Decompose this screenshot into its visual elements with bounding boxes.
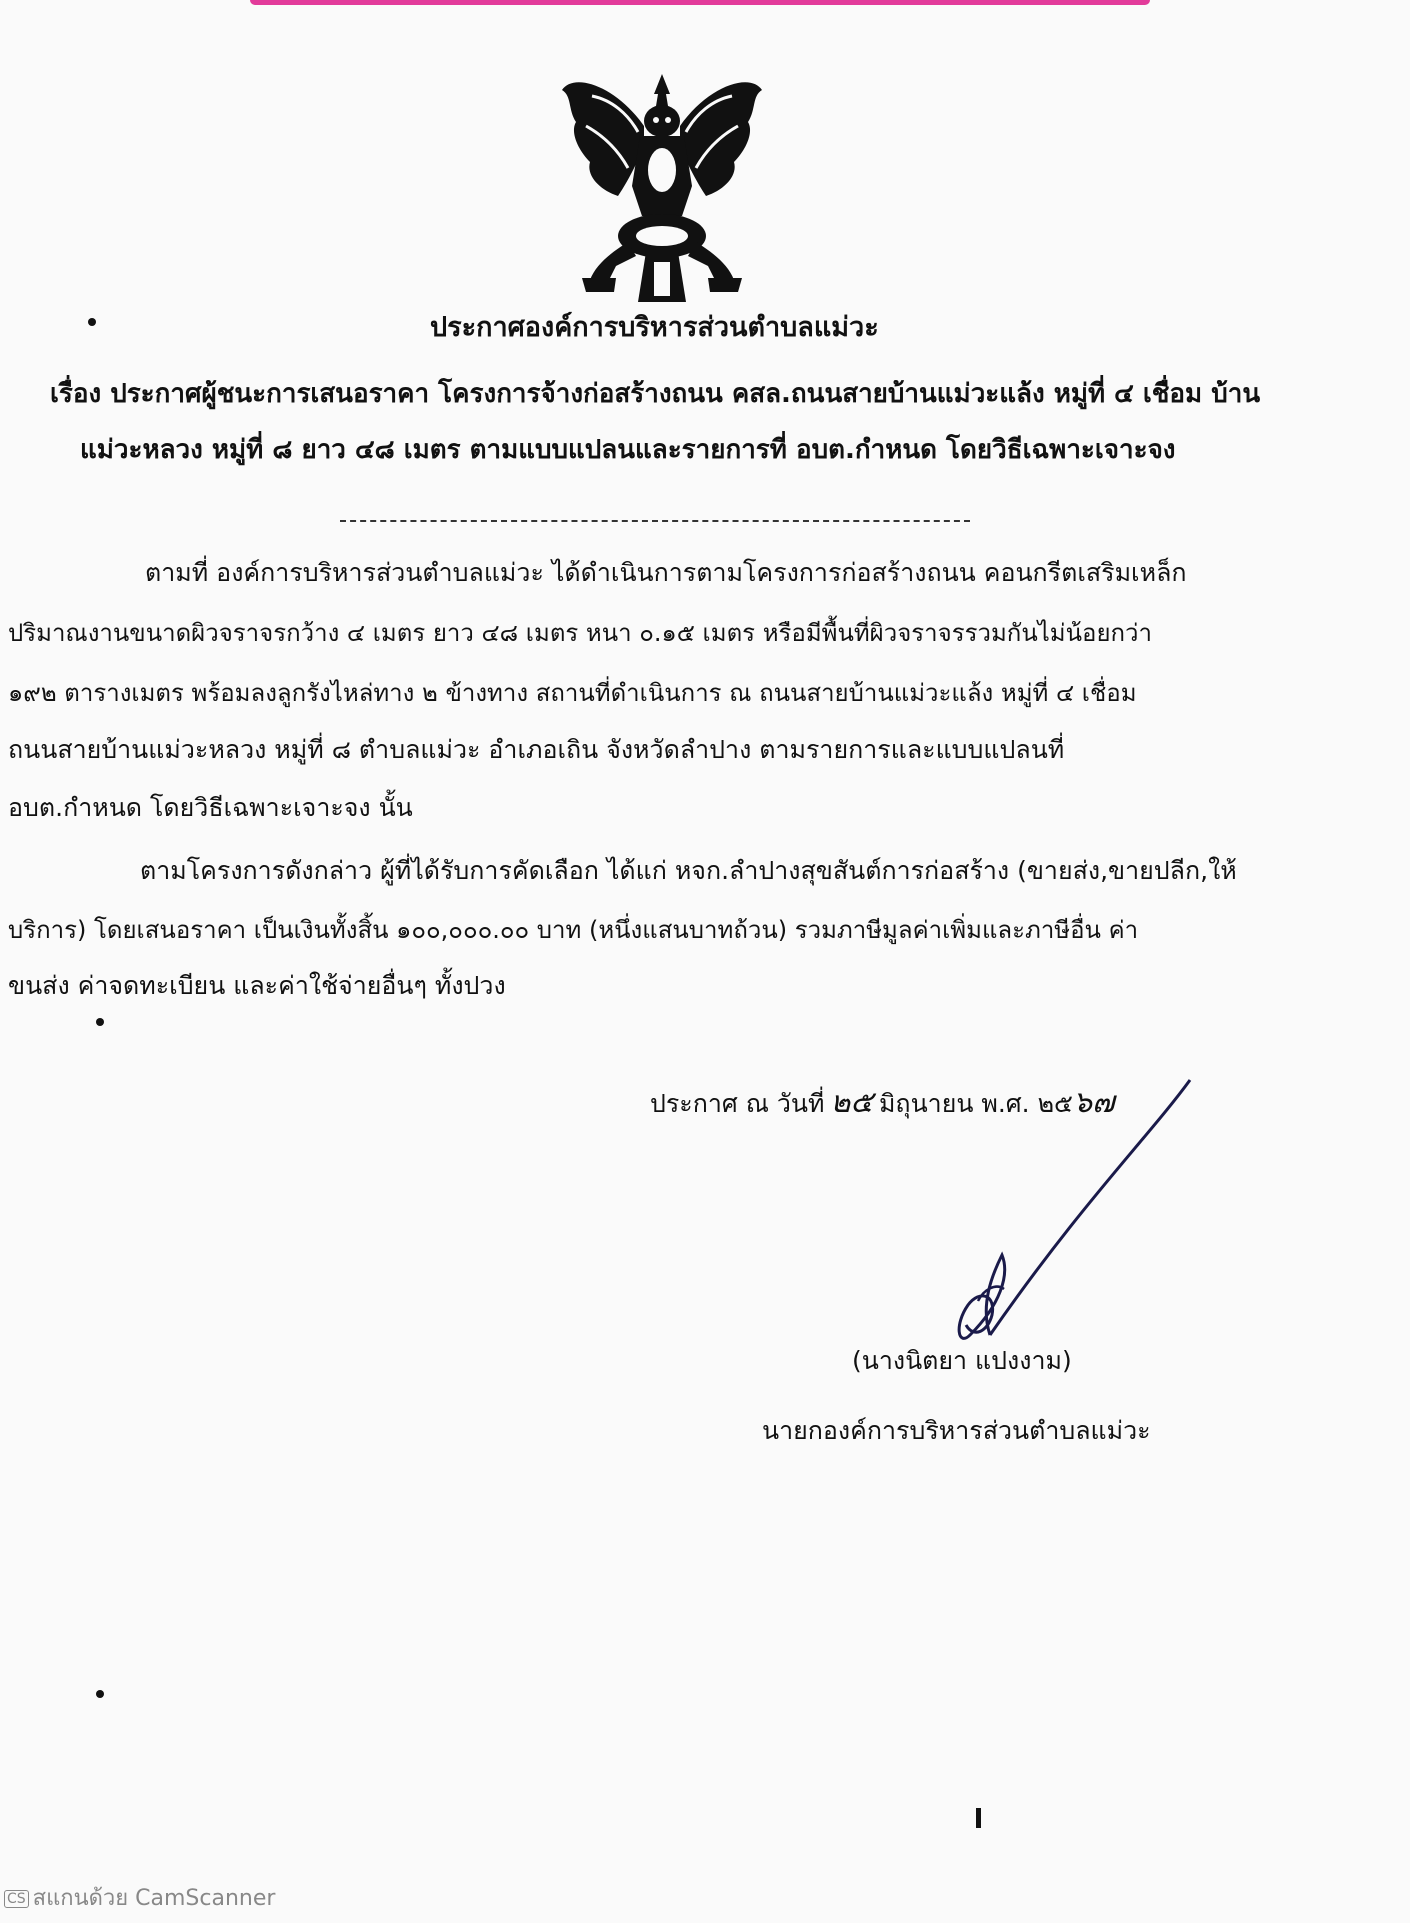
scan-dot: [96, 1018, 104, 1026]
garuda-emblem-icon: [556, 66, 768, 312]
paragraph-1-line-2: ปริมาณงานขนาดผิวจราจรกว้าง ๔ เมตร ยาว ๔๘ เมตร หนา ๐.๑๕ เมตร หรือมีพื้นที่ผิวจราจรรวมกันไม่น้อยกว่า: [8, 619, 1152, 647]
announcement-title: ประกาศองค์การบริหารส่วนตำบลแม่วะ: [430, 312, 879, 343]
camscanner-watermark: [4, 1880, 275, 1915]
header-divider: [340, 520, 970, 522]
subject-line-2: แม่วะหลวง หมู่ที่ ๘ ยาว ๔๘ เมตร ตามแบบแปลนและรายการที่ อบต.กำหนด โดยวิธีเฉพาะเจาะจง: [80, 435, 1176, 465]
signatory-position: นายกองค์การบริหารส่วนตำบลแม่วะ: [762, 1416, 1151, 1445]
date-year-suffix: ๖๗: [1072, 1085, 1115, 1120]
subject-line-1: เรื่อง ประกาศผู้ชนะการเสนอราคา โครงการจ้างก่อสร้างถนน คสล.ถนนสายบ้านแม่วะแล้ง หมู่ที่ ๔ เชื่อม บ้าน: [50, 379, 1261, 409]
scan-mark: [976, 1808, 981, 1828]
scan-dot: [96, 1690, 104, 1698]
date-month-year: มิถุนายน พ.ศ. ๒๕: [878, 1089, 1073, 1118]
camscanner-text: สแกนด้วย CamScanner: [32, 1886, 276, 1911]
paragraph-2-line-3: ขนส่ง ค่าจดทะเบียน และค่าใช้จ่ายอื่นๆ ทั้งปวง: [8, 971, 506, 1000]
top-edge-mark: [250, 0, 1150, 5]
paragraph-1-line-3: ๑๙๒ ตารางเมตร พร้อมลงลูกรังไหล่ทาง ๒ ข้างทาง สถานที่ดำเนินการ ณ ถนนสายบ้านแม่วะแล้ง หมู่ที่ ๔ เชื่อม: [8, 679, 1137, 707]
camscanner-logo-icon: CS: [4, 1890, 29, 1908]
paragraph-1-line-1: ตามที่ องค์การบริหารส่วนตำบลแม่วะ ได้ดำเนินการตามโครงการก่อสร้างถนน คอนกรีตเสริมเหล็ก: [145, 558, 1187, 587]
date-day: ๒๕: [830, 1085, 873, 1120]
paragraph-2-line-2: บริการ) โดยเสนอราคา เป็นเงินทั้งสิ้น ๑๐๐,๐๐๐.๐๐ บาท (หนึ่งแสนบาทถ้วน) รวมภาษีมูลค่าเพิ่มและภาษีอื่น ค่า: [8, 916, 1139, 944]
paragraph-2-line-1: ตามโครงการดังกล่าว ผู้ที่ได้รับการคัดเลือก ได้แก่ หจก.ลำปางสุขสันต์การก่อสร้าง (ขายส่ง,ขายปลีก,ให้: [140, 856, 1237, 885]
paragraph-1-line-4: ถนนสายบ้านแม่วะหลวง หมู่ที่ ๘ ตำบลแม่วะ อำเภอเถิน จังหวัดลำปาง ตามรายการและแบบแปลนที่: [8, 735, 1065, 764]
date-prefix: ประกาศ ณ วันที่: [650, 1089, 825, 1118]
scan-dot: [88, 318, 96, 326]
paragraph-1-line-5: อบต.กำหนด โดยวิธีเฉพาะเจาะจง นั้น: [8, 793, 413, 822]
handwritten-signature: [900, 1075, 1200, 1375]
signatory-name: (นางนิตยา แปงงาม): [852, 1346, 1072, 1375]
